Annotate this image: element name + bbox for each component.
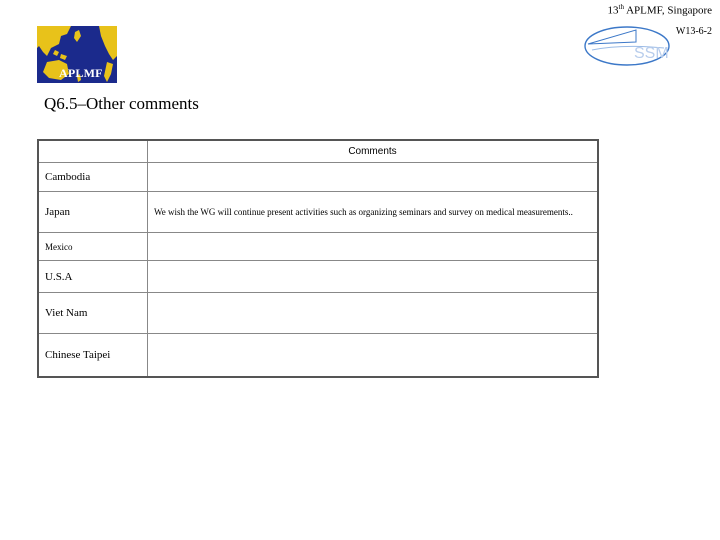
comment-cell — [148, 293, 599, 334]
country-cell: Japan — [38, 192, 148, 233]
table-row — [38, 163, 598, 192]
ssm-logo — [582, 24, 672, 68]
ssm-emblem-icon — [582, 24, 672, 68]
comment-cell — [148, 163, 599, 192]
country-cell: U.S.A — [38, 261, 148, 293]
table-header-row — [38, 140, 598, 163]
comment-cell — [148, 334, 599, 377]
country-cell: Chinese Taipei — [38, 334, 148, 377]
country-cell: Viet Nam — [38, 293, 148, 334]
conference-number: 13 — [607, 4, 619, 17]
conference-suffix: th — [618, 3, 624, 11]
comments-column-header: Comments — [148, 140, 599, 163]
comment-cell: We wish the WG will continue present activities such as organizing seminars and survey on medical measurements.. — [148, 192, 599, 233]
table-row — [38, 293, 598, 334]
country-cell: Cambodia — [38, 163, 148, 192]
comments-table — [37, 139, 599, 378]
table-row — [38, 334, 598, 377]
conference-header — [608, 3, 713, 17]
document-code: W13-6-2 — [675, 26, 712, 37]
comment-cell — [148, 233, 599, 261]
table-row — [38, 192, 598, 233]
aplmf-logo — [37, 26, 117, 83]
table-row — [38, 233, 598, 261]
table-row — [38, 261, 598, 293]
ssm-logo-text: SSM — [634, 45, 669, 62]
country-column-header — [38, 140, 148, 163]
page-title: Q6.5–Other comments — [44, 94, 199, 113]
country-cell: Mexico — [38, 233, 148, 261]
aplmf-logo-text: APLMF — [59, 66, 103, 80]
comment-cell — [148, 261, 599, 293]
conference-name: APLMF, Singapore — [623, 4, 712, 17]
